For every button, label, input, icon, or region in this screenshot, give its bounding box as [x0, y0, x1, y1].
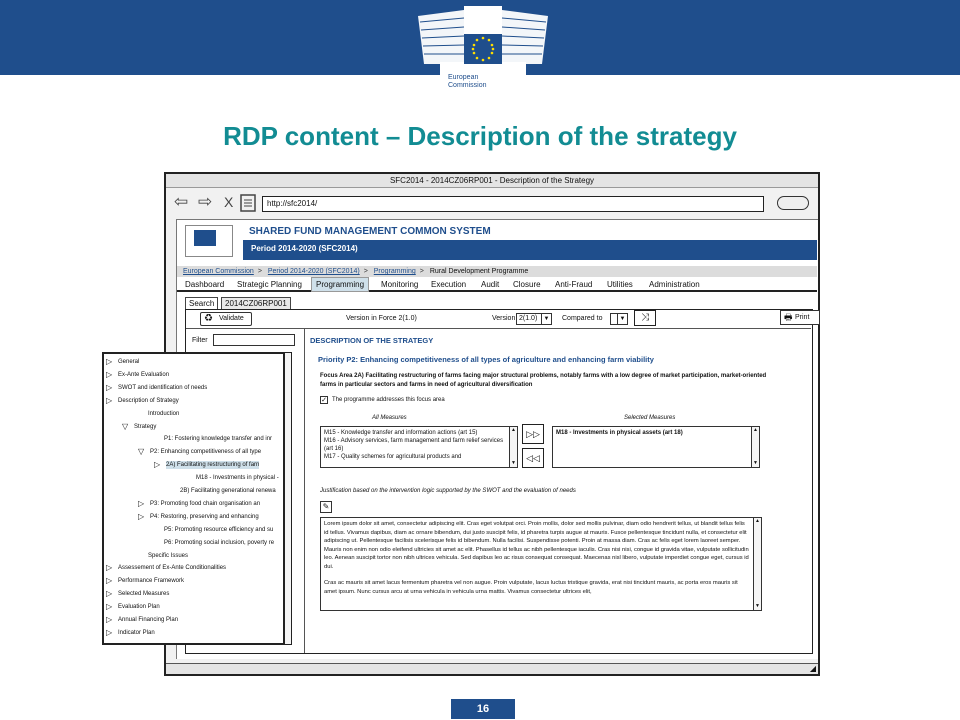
print-label: Print — [795, 314, 810, 321]
tree-item[interactable] — [196, 474, 279, 482]
logo-caption-line1: European — [448, 74, 479, 81]
expand-triangle-icon[interactable]: ▷ — [106, 627, 113, 637]
expand-triangle-icon[interactable]: ▷ — [106, 576, 113, 586]
checkbox-label: The programme addresses this focus area — [332, 397, 445, 403]
tree-item[interactable] — [150, 448, 261, 456]
breadcrumb-link[interactable]: Period 2014-2020 (SFC2014) — [267, 268, 360, 275]
add-measure-button[interactable]: ▷▷ — [522, 424, 544, 444]
collapse-triangle-icon[interactable]: ▽ — [138, 447, 145, 457]
version-select[interactable] — [516, 313, 552, 325]
logo-caption — [448, 74, 518, 90]
scroll-up-icon[interactable]: ▲ — [755, 518, 760, 524]
sfc-ec-logo — [185, 225, 233, 257]
justification-label: Justification based on the intervention logic supported by the SWOT and the evaluation of needs — [320, 488, 576, 494]
tree-item-label: Selected Measures — [118, 591, 170, 598]
close-icon[interactable]: X — [224, 194, 234, 210]
breadcrumb — [177, 266, 817, 277]
shuffle-icon: ⤨ — [641, 312, 649, 323]
scroll-up-icon[interactable]: ▲ — [511, 427, 516, 433]
menu-programming[interactable]: Programming — [311, 277, 369, 292]
tree-item-label: P2: Enhancing competitiveness of all type — [150, 449, 262, 456]
selected-measures-list[interactable] — [552, 426, 760, 468]
tree-item-label: Ex-Ante Evaluation — [118, 371, 170, 378]
expand-triangle-icon[interactable]: ▷ — [106, 369, 113, 379]
slide-title: RDP content – Description of the strategy — [223, 121, 737, 151]
focus-area-checkbox[interactable]: ✓ — [321, 397, 327, 404]
menu-dashboard[interactable]: Dashboard — [185, 280, 225, 289]
print-button[interactable] — [780, 310, 820, 325]
tree-item-label: M18 - Investments in physical - — [196, 475, 279, 482]
compare-shuffle-button[interactable] — [634, 310, 656, 326]
tree-item-label: SWOT and identification of needs — [118, 384, 208, 391]
expand-triangle-icon[interactable]: ▷ — [106, 395, 113, 405]
tree-item[interactable] — [118, 603, 160, 611]
expand-triangle-icon[interactable]: ▷ — [154, 460, 161, 470]
expand-triangle-icon[interactable]: ▷ — [106, 602, 113, 612]
remove-measure-button[interactable]: ◁◁ — [522, 448, 544, 468]
breadcrumb-separator: > — [419, 268, 424, 275]
tree-item[interactable] — [118, 371, 169, 379]
tree-item[interactable] — [118, 564, 226, 572]
bookmark-list-icon[interactable] — [240, 194, 256, 212]
breadcrumb-current: Rural Development Programme — [429, 268, 529, 275]
browser-search-field[interactable] — [777, 196, 809, 210]
dropdown-arrow-icon: ▼ — [541, 314, 551, 324]
justification-textarea[interactable] — [320, 517, 762, 611]
tree-item-label: 2A) Facilitating restructuring of farn — [166, 462, 260, 469]
version-in-force: Version in Force 2(1.0) — [346, 315, 417, 322]
tree-item[interactable] — [118, 384, 207, 392]
expand-triangle-icon[interactable]: ▷ — [106, 563, 113, 573]
menu-utilities[interactable]: Utilities — [607, 280, 633, 289]
logo-caption-line2: Commission — [448, 82, 487, 89]
tree-item[interactable] — [164, 539, 274, 547]
tree-item[interactable] — [180, 487, 276, 495]
main-menu — [177, 278, 817, 292]
tree-item[interactable] — [134, 423, 156, 431]
filter-input[interactable] — [213, 334, 295, 346]
tree-item[interactable] — [118, 577, 184, 585]
tree-item[interactable] — [118, 616, 178, 624]
window-title: SFC2014 - 2014CZ06RP001 - Description of the Strategy — [166, 174, 818, 188]
expand-triangle-icon[interactable]: ▷ — [138, 511, 145, 521]
pencil-icon[interactable]: ✎ — [320, 501, 332, 513]
tree-item-label: Annual Financing Plan — [118, 617, 179, 623]
tree-item-label: P6: Promoting social inclusion, poverty re — [164, 539, 275, 546]
dropdown-arrow-icon: ▼ — [617, 314, 627, 324]
justification-paragraph: Lorem ipsum dolor sit amet, consectetur adipiscing elit. Cras eget volutpat orci. Proin mollis, dolor sed mollis pulvinar, diam odio hendrerit tellus, ut blandit tellus felis id tellus. Vivamus dapibus, diam ac ornare bibendum, dui justo suscipit felis, id pharetra turpis augue at mauris. Fusce pellentesque tincidunt nulla, et consectetur elit adipiscing ut. Pellentesque facilisis scelerisque felis id bibendum. Nulla facilisi. Suspendisse potenti. Proin at massa diam. Cras ac felis eget lorem laoreet semper. Mauris non enim non odio eleifend ultricies sit amet ac elit. Phasellus id tellus ac nibh pellentesque iaculis. Cras nisi nisi, congue id gravida vitae, vulputate sollicitudin leo. Aenean suscipit tortor non nibh ultrices vehicula. Sed dapibus leo ac risus consequat consequat. Maecenas nisl libero, vulputate imperdiet congue eget, cursus id dui. — [324, 521, 749, 570]
tree-item[interactable] — [150, 513, 259, 521]
tree-item-label: P3: Promoting food chain organisation an — [150, 500, 261, 507]
forward-icon[interactable]: ⇨ — [198, 192, 213, 211]
tree-item[interactable] — [148, 410, 179, 418]
list-item[interactable]: M16 - Advisory services, farm management and farm relief services (art 16) — [324, 438, 504, 452]
recycle-icon: ♻ — [204, 313, 213, 324]
menu-closure[interactable]: Closure — [513, 280, 541, 289]
tree-item-label: Indicator Plan — [118, 629, 155, 636]
breadcrumb-separator: > — [257, 268, 262, 275]
expand-triangle-icon[interactable]: ▷ — [106, 615, 113, 624]
scrollbar[interactable] — [751, 427, 759, 467]
menu-administration[interactable]: Administration — [649, 280, 700, 289]
period-title: Period 2014-2020 (SFC2014) — [251, 244, 358, 253]
tree-item-label: P5: Promoting resource efficiency and su — [164, 526, 274, 533]
scroll-down-icon[interactable]: ▼ — [511, 460, 516, 466]
focus-area-text: Focus Area 2A) Facilitating restructuring of farms facing major structural problems, notably farms with a low degree of market participation, market-oriented farms in particular sectors and farms in need of agricultural diversification — [320, 373, 767, 388]
breadcrumb-separator: > — [363, 268, 368, 275]
tree-item[interactable] — [118, 629, 155, 637]
expand-triangle-icon[interactable]: ▷ — [106, 357, 113, 366]
menu-audit[interactable]: Audit — [481, 280, 500, 289]
tree-item-label: Description of Strategy — [118, 397, 179, 404]
tree-item[interactable] — [148, 552, 188, 560]
tree-item[interactable] — [118, 590, 169, 598]
tree-item[interactable] — [166, 461, 259, 469]
system-title: SHARED FUND MANAGEMENT COMMON SYSTEM — [249, 226, 491, 237]
browser-nav-bar — [166, 188, 818, 218]
tree-item-label: P1: Fostering knowledge transfer and inr — [164, 436, 273, 443]
tree-item-label: 2B) Facilitating generational renewa — [180, 488, 276, 494]
compared-to-select[interactable] — [610, 313, 628, 325]
menu-strategic-planning[interactable]: Strategic Planning — [237, 280, 302, 289]
tree-item[interactable] — [118, 397, 179, 405]
section-tree — [102, 352, 285, 645]
tree-item-label: P4: Restoring, preserving and enhancing — [150, 513, 259, 520]
back-icon[interactable]: ⇦ — [174, 192, 189, 211]
scrollbar[interactable] — [509, 427, 517, 467]
compared-to-label: Compared to — [562, 315, 603, 322]
period-bar — [243, 240, 817, 260]
menu-monitoring[interactable]: Monitoring — [381, 280, 419, 289]
tree-item-label: Assessement of Ex-Ante Conditionalities — [118, 565, 227, 572]
page-number: 16 — [451, 699, 515, 719]
list-item[interactable]: M17 - Quality schemes for agricultural products and — [324, 454, 462, 460]
all-measures-list[interactable] — [320, 426, 518, 468]
tree-item-label: Performance Framework — [118, 578, 185, 585]
tree-item-label: Specific Issues — [148, 552, 189, 559]
menu-anti-fraud[interactable]: Anti-Fraud — [555, 280, 593, 289]
tree-item-label: Introduction — [148, 410, 180, 417]
version-value: 2(1.0) — [519, 315, 538, 322]
tree-item-label: Strategy — [134, 423, 157, 430]
scroll-up-icon[interactable]: ▲ — [753, 427, 758, 433]
tree-item-label: Evaluation Plan — [118, 604, 160, 611]
filter-label: Filter — [192, 337, 208, 344]
tab-search[interactable]: Search — [185, 297, 218, 309]
scroll-down-icon[interactable]: ▼ — [755, 603, 760, 609]
tab-programme[interactable]: 2014CZ06RP001 — [221, 297, 291, 309]
section-title: DESCRIPTION OF THE STRATEGY — [310, 336, 434, 345]
tree-scrollbar[interactable] — [284, 352, 292, 645]
expand-triangle-icon[interactable]: ▷ — [138, 498, 145, 508]
list-item[interactable]: M15 - Knowledge transfer and information actions (art 15) — [324, 430, 478, 436]
expand-triangle-icon[interactable]: ▷ — [106, 382, 113, 392]
list-item[interactable]: M18 - Investments in physical assets (art 18) — [556, 430, 683, 436]
url-field[interactable]: http://sfc2014/ — [262, 196, 764, 212]
selected-measures-label: Selected Measures — [624, 415, 676, 421]
scroll-down-icon[interactable]: ▼ — [753, 460, 758, 466]
justification-paragraph: Cras ac mauris sit amet lacus fermentum pharetra vel non augue. Proin vulputate, lacus luctus tristique gravida, erat nisi tincidunt mauris, ac porta eros mauris sit amet ipsum. Nunc cursus arcu at urna vehicula in vehicula urna mattis. Vivamus consectetur ultrices elit, — [324, 580, 738, 595]
printer-icon: 🖶 — [784, 312, 793, 322]
tree-item-label: General — [118, 359, 140, 365]
breadcrumb-link[interactable]: Programming — [373, 268, 416, 275]
resize-grip-icon[interactable]: ◢ — [809, 664, 816, 673]
toolbar-divider — [186, 328, 811, 329]
status-bar — [166, 663, 818, 674]
tree-item[interactable] — [118, 358, 139, 366]
tree-item[interactable] — [150, 500, 260, 508]
tree-item[interactable] — [164, 435, 272, 443]
validate-button[interactable] — [200, 312, 252, 326]
scrollbar[interactable] — [753, 518, 761, 610]
column-divider — [304, 329, 305, 653]
all-measures-label: All Measures — [372, 415, 407, 421]
menu-execution[interactable]: Execution — [431, 280, 467, 289]
priority-title: Priority P2: Enhancing competitiveness of all types of agriculture and enhancing farm viability — [318, 355, 654, 364]
validate-label: Validate — [219, 315, 244, 322]
breadcrumb-link[interactable]: European Commission — [183, 268, 254, 275]
expand-triangle-icon[interactable]: ▷ — [106, 589, 113, 599]
tree-item[interactable] — [164, 526, 273, 534]
collapse-triangle-icon[interactable]: ▽ — [122, 421, 129, 431]
version-label: Version — [492, 315, 516, 322]
